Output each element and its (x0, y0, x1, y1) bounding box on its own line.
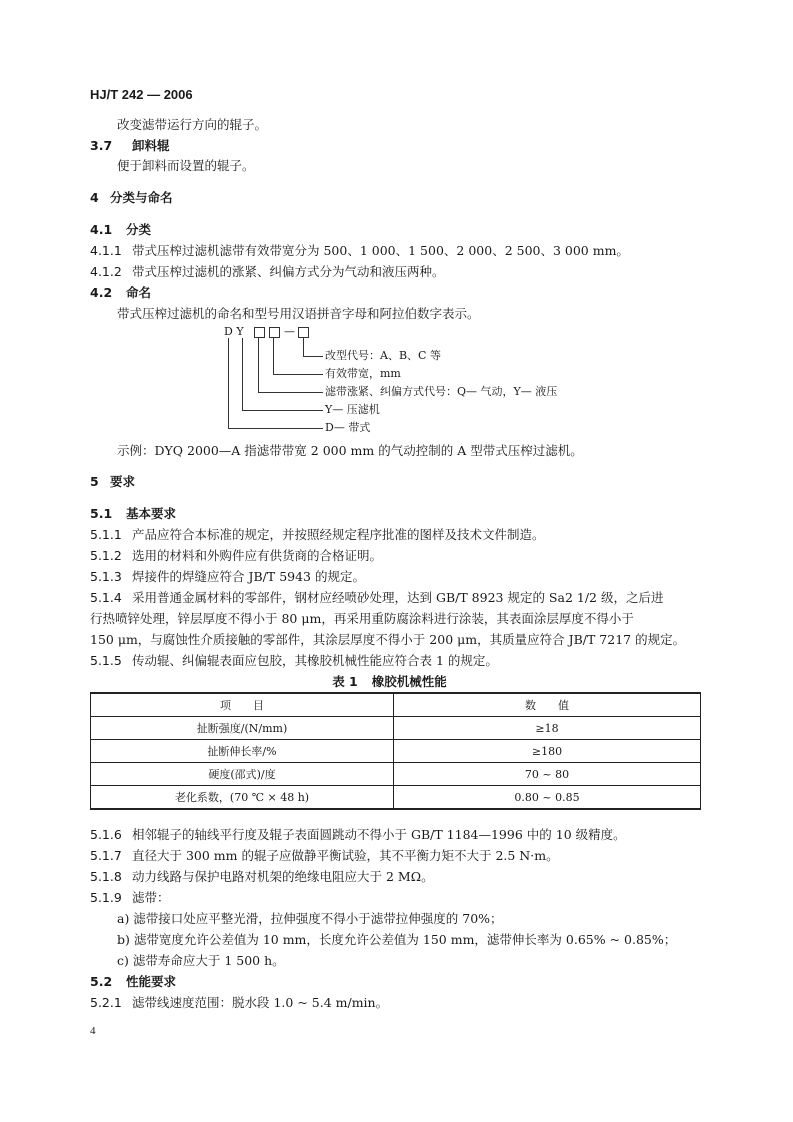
clause-number: 5.2.1 (90, 995, 122, 1010)
clause-5-1-8 (90, 869, 434, 885)
column-header: 项 目 (91, 693, 394, 717)
clause-text: 带式压榨过滤机的涨紧、纠偏方式分为气动和液压两种。 (132, 264, 445, 279)
clause-number: 5.1.6 (90, 827, 122, 842)
code-box-2 (269, 327, 280, 338)
rubber-properties-table (90, 692, 701, 810)
clause-number: 5.1.7 (90, 848, 122, 863)
clause-5-1-6 (90, 827, 626, 843)
clause-number: 5.1.4 (90, 590, 122, 605)
clause-number: 5.1.8 (90, 869, 122, 884)
clause-number: 5.1.1 (90, 527, 122, 542)
text-line: 150 μm，与腐蚀性介质接触的零部件，其涂层厚度不得小于 200 μm，其质量应符合 JB/T 7217 的规定。 (90, 632, 686, 647)
code-box-1 (254, 327, 265, 338)
table-cell: ≥180 (394, 740, 701, 763)
list-item: a) 滤带接口处应平整光滑，拉伸强度不得小于滤带拉伸强度的 70%； (117, 911, 503, 926)
clause-number: 5.1.2 (90, 548, 122, 563)
table-cell: 硬度(邵式)/度 (91, 763, 394, 786)
column-header: 数 值 (394, 693, 701, 717)
connector (303, 356, 323, 357)
clause-4-1-1 (90, 243, 629, 259)
clause-number: 5.1.5 (90, 653, 122, 668)
document-code: HJ/T 242 — 2006 (90, 87, 193, 102)
diagram-label: 有效带宽，mm (325, 367, 401, 380)
list-item: b) 滤带宽度允许公差值为 10 mm，长度允许公差值为 150 mm，滤带伸长率为 0.65% ~ 0.85%； (117, 932, 677, 947)
section-title: 分类 (126, 222, 152, 237)
table-cell: ≥18 (394, 717, 701, 740)
section-title: 命名 (126, 285, 152, 300)
table-row (91, 740, 701, 763)
text-line: 改变滤带运行方向的辊子。 (117, 117, 268, 132)
table-title: 橡胶机械性能 (371, 674, 447, 689)
clause-number: 4.1.2 (90, 264, 122, 279)
clause-text: 采用普通金属材料的零部件，钢材应经喷砂处理，达到 GB/T 8923 规定的 Sa2 1/2 级，之后进 (132, 590, 664, 605)
clause-text: 产品应符合本标准的规定，并按照经规定程序批准的图样及技术文件制造。 (132, 527, 545, 542)
section-4-1 (90, 222, 151, 238)
clause-5-1-4 (90, 590, 663, 606)
clause-5-1-2 (90, 548, 382, 564)
clause-text: 滤带： (132, 890, 170, 905)
clause-number: 5.1.3 (90, 569, 122, 584)
clause-text: 动力线路与保护电路对机架的绝缘电阻应大于 2 MΩ。 (132, 869, 434, 884)
connector (273, 374, 323, 375)
diagram-label: 滤带涨紧、纠偏方式代号：Q— 气动，Y— 液压 (325, 385, 558, 398)
section-number: 5 (90, 474, 99, 489)
section-4 (90, 190, 173, 206)
model-code-letters: D Y (224, 325, 244, 338)
clause-text: 滤带线速度范围：脱水段 1.0 ~ 5.4 m/min。 (132, 995, 389, 1010)
section-5-2 (90, 974, 176, 990)
connector (228, 428, 323, 429)
table-row (91, 786, 701, 810)
table-cell: 0.80 ~ 0.85 (394, 786, 701, 810)
section-number: 5.2 (90, 974, 113, 989)
clause-number: 4.1.1 (90, 243, 122, 258)
clause-text: 带式压榨过滤机滤带有效带宽分为 500、1 000、1 500、2 000、2 500、3 000 mm。 (132, 243, 629, 258)
clause-number: 5.1.9 (90, 890, 122, 905)
list-item: c) 滤带寿命应大于 1 500 h。 (117, 953, 285, 968)
table-number: 表 1 (332, 674, 358, 689)
model-code-dash: — (284, 325, 295, 338)
section-5-1 (90, 506, 176, 522)
connector (242, 338, 243, 410)
section-4-2 (90, 285, 151, 301)
clause-5-1-9 (90, 890, 170, 906)
connector (258, 392, 323, 393)
clause-text: 相邻辊子的轴线平行度及辊子表面圆跳动不得小于 GB/T 1184—1996 中的 10 级精度。 (132, 827, 626, 842)
code-box-3 (298, 327, 309, 338)
section-number: 3.7 (90, 138, 113, 153)
clause-4-1-2 (90, 264, 445, 280)
section-title: 卸料辊 (132, 138, 170, 153)
clause-text: 焊接件的焊缝应符合 JB/T 5943 的规定。 (132, 569, 365, 584)
connector (258, 338, 259, 392)
clause-5-1-7 (90, 848, 559, 864)
table-caption (0, 672, 793, 690)
clause-5-1-1 (90, 527, 545, 543)
section-number: 4.2 (90, 285, 113, 300)
clause-5-1-5 (90, 653, 498, 669)
connector (303, 338, 304, 356)
diagram-label: D— 带式 (325, 421, 371, 434)
table-cell: 70 ~ 80 (394, 763, 701, 786)
clause-text: 选用的材料和外购件应有供货商的合格证明。 (132, 548, 383, 563)
section-title: 性能要求 (126, 974, 177, 989)
text-line: 行热喷锌处理，锌层厚度不得小于 80 μm，再采用重防腐涂料进行涂装，其表面涂层厚度不得小于 (90, 611, 634, 626)
text-line: 便于卸料而设置的辊子。 (117, 158, 255, 173)
diagram-label: Y— 压滤机 (325, 403, 380, 416)
section-title: 基本要求 (126, 506, 177, 521)
connector (228, 338, 229, 428)
connector (242, 410, 323, 411)
table-cell: 老化系数，(70 ℃ × 48 h) (91, 786, 394, 810)
connector (273, 338, 274, 374)
diagram-label: 改型代号：A、B、C 等 (325, 349, 441, 362)
section-title: 要求 (110, 474, 136, 489)
clause-5-2-1 (90, 995, 388, 1011)
section-5 (90, 474, 135, 490)
section-number: 4 (90, 190, 99, 205)
clause-text: 直径大于 300 mm 的辊子应做静平衡试验，其不平衡力矩不大于 2.5 N·m。 (132, 848, 559, 863)
section-title: 分类与命名 (110, 190, 173, 205)
clause-text: 传动辊、纠偏辊表面应包胶，其橡胶机械性能应符合表 1 的规定。 (132, 653, 498, 668)
section-number: 4.1 (90, 222, 113, 237)
table-cell: 扯断强度/(N/mm) (91, 717, 394, 740)
section-3-7 (90, 138, 170, 154)
table-row (91, 717, 701, 740)
table-cell: 扯断伸长率/% (91, 740, 394, 763)
text-line: 带式压榨过滤机的命名和型号用汉语拼音字母和阿拉伯数字表示。 (117, 306, 480, 321)
page-number: 4 (90, 1025, 96, 1037)
example-line: 示例：DYQ 2000—A 指滤带带宽 2 000 mm 的气动控制的 A 型带式压榨过滤机。 (117, 443, 583, 458)
table-row (91, 763, 701, 786)
table-header-row (91, 693, 701, 717)
section-number: 5.1 (90, 506, 113, 521)
clause-5-1-3 (90, 569, 365, 585)
